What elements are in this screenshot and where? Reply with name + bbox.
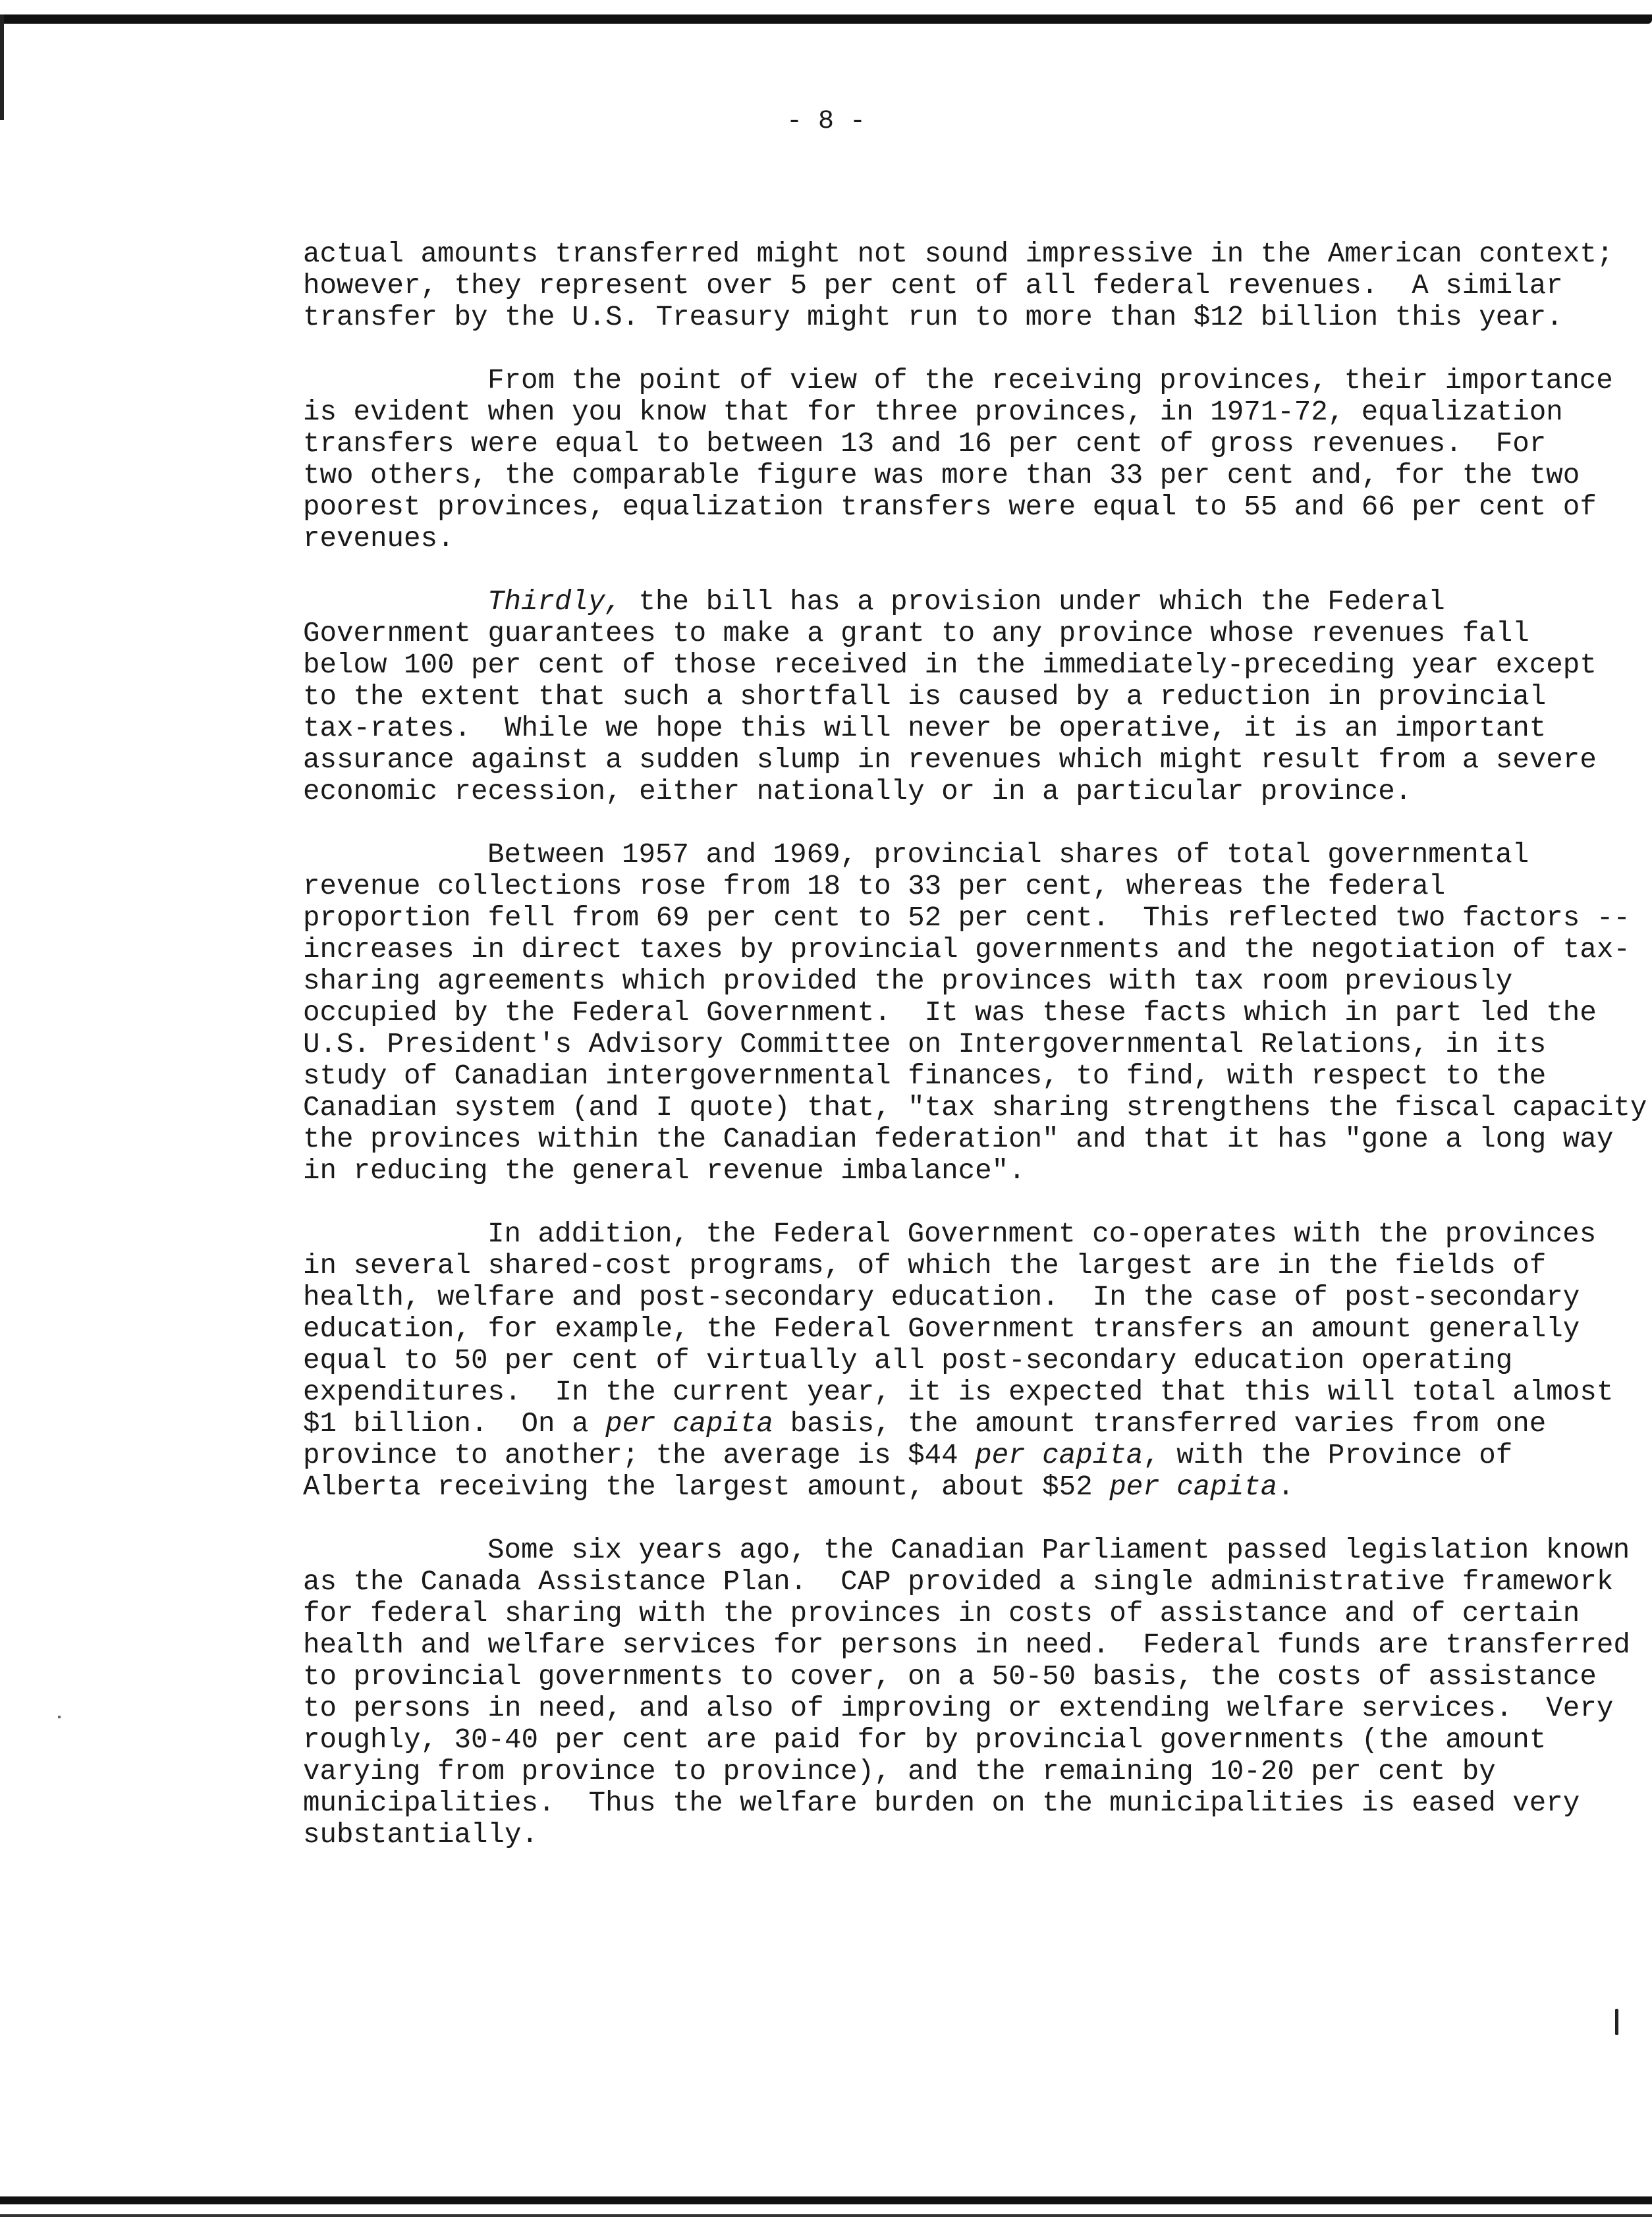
text-line: actual amounts transferred might not sound impressive in the American context; — [303, 238, 1614, 270]
text-line: assurance against a sudden slump in revenues which might result from a severe — [303, 744, 1597, 776]
margin-mark — [1615, 2009, 1618, 2035]
top-border-rule — [0, 14, 1652, 24]
paragraph-5 — [303, 1218, 1620, 1503]
text-line: study of Canadian intergovernmental finances, to find, with respect to the — [303, 1060, 1547, 1092]
bottom-border-rule — [0, 2196, 1652, 2204]
text-line: substantially. — [303, 1819, 539, 1851]
text-line: is evident when you know that for three provinces, in 1971-72, equalization — [303, 396, 1563, 428]
text-line: From the point of view of the receiving provinces, their importance — [487, 365, 1613, 396]
text-line: in several shared-cost programs, of which the largest are in the fields of — [303, 1250, 1547, 1282]
text-line: in reducing the general revenue imbalance". — [303, 1155, 1026, 1187]
italic-phrase: per capita — [605, 1408, 774, 1440]
italic-phrase: per capita — [975, 1440, 1143, 1471]
text-line-first — [303, 1535, 1630, 1566]
italic-phrase: per capita — [1109, 1471, 1278, 1503]
text-line: as the Canada Assistance Plan. CAP provided a single administrative framework — [303, 1566, 1614, 1598]
text-line: poorest provinces, equalization transfers were equal to 55 and 66 per cent of — [303, 491, 1597, 523]
text-line: the provinces within the Canadian federation" and that it has "gone a long way — [303, 1124, 1614, 1155]
paragraph-1 — [303, 238, 1620, 333]
text-line: below 100 per cent of those received in the immediately-preceding year except — [303, 649, 1597, 681]
text-line: economic recession, either nationally or in a particular province. — [303, 776, 1412, 807]
text-line: two others, the comparable figure was more than 33 per cent and, for the two — [303, 460, 1580, 491]
text-line-first — [303, 1218, 1620, 1250]
text-line: municipalities. Thus the welfare burden on the municipalities is eased very — [303, 1787, 1580, 1819]
text-line: to the extent that such a shortfall is caused by a reduction in provincial — [303, 681, 1547, 713]
text-line: health, welfare and post-secondary education. In the case of post-secondary — [303, 1282, 1580, 1313]
text-line: revenue collections rose from 18 to 33 per cent, whereas the federal — [303, 871, 1446, 902]
text-line: to provincial governments to cover, on a 50-50 basis, the costs of assistance — [303, 1661, 1597, 1693]
text-line: sharing agreements which provided the provinces with tax room previously — [303, 966, 1513, 997]
text-line: education, for example, the Federal Government transfers an amount generally — [303, 1313, 1580, 1345]
text-line: province to another; the average is $44 per capita, with the Province of — [303, 1440, 1513, 1471]
text-line: however, they represent over 5 per cent of all federal revenues. A similar — [303, 270, 1563, 302]
text-line: transfer by the U.S. Treasury might run to more than $12 billion this year. — [303, 302, 1563, 333]
text-line: Some six years ago, the Canadian Parliament passed legislation known — [487, 1535, 1630, 1566]
left-border-rule — [0, 14, 4, 120]
text-line: proportion fell from 69 per cent to 52 per cent. This reflected two factors -- — [303, 902, 1630, 934]
text-line: to persons in need, and also of improving or extending welfare services. Very — [303, 1693, 1614, 1724]
text-line: for federal sharing with the provinces in costs of assistance and of certain — [303, 1598, 1580, 1629]
text-line-first — [303, 365, 1620, 396]
bottom-border-thin-rule — [0, 2214, 1652, 2217]
text-line: revenues. — [303, 523, 454, 555]
paragraph-2 — [303, 365, 1620, 555]
text-line: Government guarantees to make a grant to any province whose revenues fall — [303, 618, 1529, 649]
text-line: In addition, the Federal Government co-operates with the provinces — [487, 1218, 1597, 1250]
text-line: transfers were equal to between 13 and 16 per cent of gross revenues. For — [303, 428, 1547, 460]
text-line: varying from province to province), and the remaining 10-20 per cent by — [303, 1756, 1496, 1787]
paragraph-6 — [303, 1535, 1630, 1851]
paragraph-4 — [303, 839, 1647, 1187]
text-line: increases in direct taxes by provincial governments and the negotiation of tax- — [303, 934, 1630, 966]
paragraph-3 — [303, 586, 1620, 807]
text-line-first — [303, 586, 1620, 618]
text-line: occupied by the Federal Government. It was these facts which in part led the — [303, 997, 1597, 1029]
italic-lead: Thirdly, — [487, 586, 622, 618]
document-body — [303, 238, 1647, 1882]
text-line: tax-rates. While we hope this will never be operative, it is an important — [303, 713, 1547, 744]
page-number: - 8 - — [786, 107, 866, 136]
text-line: Canadian system (and I quote) that, "tax sharing strengthens the fiscal capacity — [303, 1092, 1647, 1124]
text-line: expenditures. In the current year, it is expected that this will total almost — [303, 1376, 1614, 1408]
text-line: roughly, 30-40 per cent are paid for by provincial governments (the amount — [303, 1724, 1547, 1756]
text-line: health and welfare services for persons in need. Federal funds are transferred — [303, 1629, 1630, 1661]
text-line: $1 billion. On a per capita basis, the amount transferred varies from one — [303, 1408, 1547, 1440]
text-line: Alberta receiving the largest amount, about $52 per capita. — [303, 1471, 1294, 1503]
text-line-first — [303, 839, 1620, 871]
text-line: Between 1957 and 1969, provincial shares of total governmental — [487, 839, 1529, 871]
scan-speck — [58, 1716, 61, 1718]
text-line: equal to 50 per cent of virtually all post-secondary education operating — [303, 1345, 1513, 1376]
text-line: U.S. President's Advisory Committee on Intergovernmental Relations, in its — [303, 1029, 1547, 1060]
text-line: the bill has a provision under which the Federal — [622, 586, 1445, 618]
